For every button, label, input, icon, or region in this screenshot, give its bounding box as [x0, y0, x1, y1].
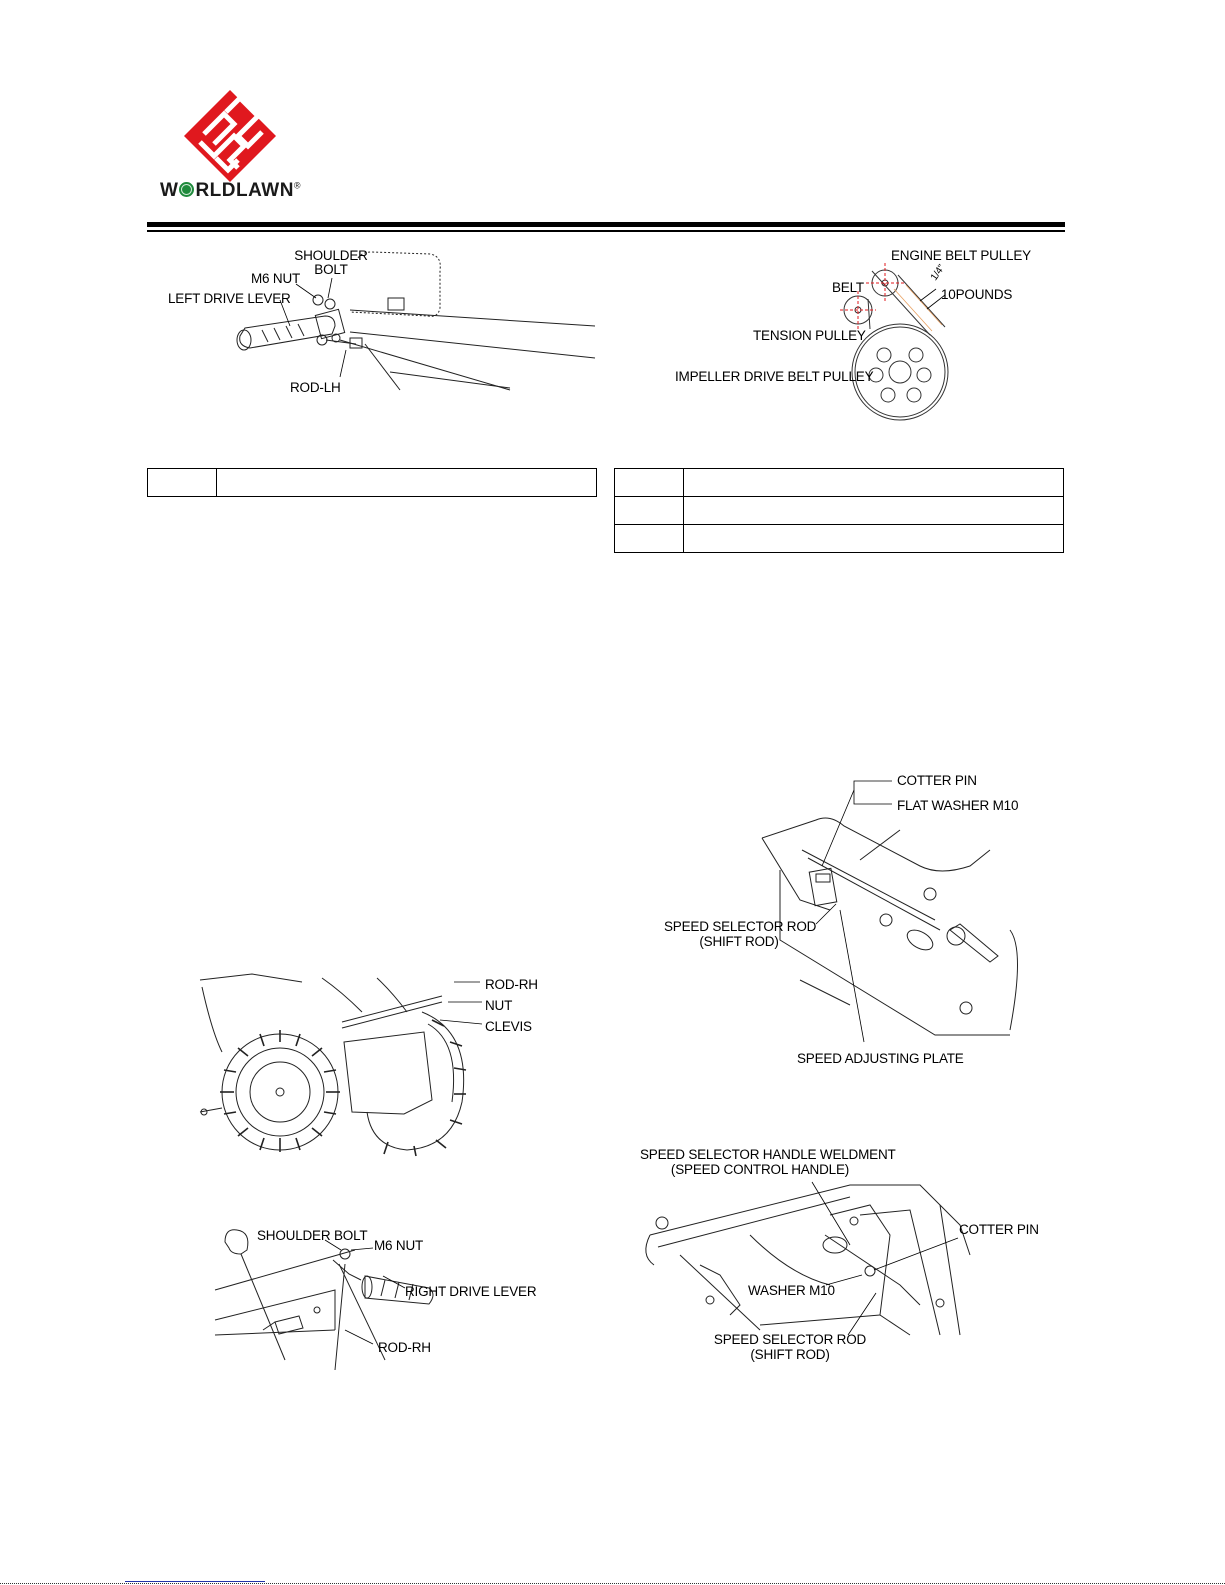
footer-rule [0, 1583, 1225, 1584]
header-rule-thin [147, 230, 1065, 232]
label-speed-adjusting-plate: SPEED ADJUSTING PLATE [797, 1051, 964, 1066]
globe-icon [179, 182, 194, 197]
label-m6-nut-right: M6 NUT [374, 1238, 424, 1253]
label-impeller-drive-belt-pulley: IMPELLER DRIVE BELT PULLEY [675, 369, 874, 384]
speed-handle-drawing [640, 1175, 990, 1335]
label-m6-nut-left: M6 NUT [251, 271, 301, 286]
label-tension-pulley: TENSION PULLEY [753, 328, 866, 343]
label-shift-rod-plate: (SHIFT ROD) [699, 934, 779, 949]
label-shoulder-bolt-left: SHOULDER BOLT [294, 248, 368, 277]
registered-mark: ® [293, 180, 302, 191]
label-shoulder-bolt-right: SHOULDER BOLT [257, 1228, 368, 1243]
logo-mark [180, 88, 280, 188]
brand-logo [160, 88, 320, 203]
label-quarter-inch: 1/4" [928, 262, 948, 283]
label-washer-m10: WASHER M10 [748, 1283, 835, 1298]
table-left [147, 468, 597, 497]
brand-name-rest: RLDLAWN [195, 180, 294, 201]
label-engine-belt-pulley: ENGINE BELT PULLEY [891, 248, 1031, 263]
label-clevis: CLEVIS [485, 1019, 532, 1034]
label-rod-rh-clevis: ROD-RH [485, 977, 538, 992]
label-cotter-pin-handle: COTTER PIN [959, 1222, 1039, 1237]
label-shift-rod-handle: (SHIFT ROD) [750, 1347, 830, 1362]
label-rod-lh: ROD-LH [290, 380, 341, 395]
label-cotter-pin-plate: COTTER PIN [897, 773, 977, 788]
label-nut: NUT [485, 998, 513, 1013]
label-speed-selector-rod-handle: SPEED SELECTOR ROD [713, 1332, 867, 1347]
label-flat-washer-m10: FLAT WASHER M10 [897, 798, 1019, 813]
clevis-drawing [192, 972, 492, 1157]
label-speed-control-handle: (SPEED CONTROL HANDLE) [670, 1162, 850, 1177]
header-rule [147, 222, 1065, 227]
label-ten-pounds: 10POUNDS [941, 287, 1013, 302]
left-drive-leaders [150, 240, 610, 400]
label-right-drive-lever: RIGHT DRIVE LEVER [405, 1284, 537, 1299]
label-speed-selector-rod-plate: SPEED SELECTOR ROD [664, 919, 817, 934]
brand-name-w: W [160, 180, 179, 201]
label-rod-rh-right: ROD-RH [378, 1340, 431, 1355]
footer-link-underline [125, 1581, 265, 1582]
label-belt: BELT [832, 280, 864, 295]
table-right [614, 468, 1064, 553]
label-speed-selector-handle-weldment: SPEED SELECTOR HANDLE WELDMENT [640, 1147, 896, 1162]
label-left-drive-lever: LEFT DRIVE LEVER [168, 291, 291, 306]
